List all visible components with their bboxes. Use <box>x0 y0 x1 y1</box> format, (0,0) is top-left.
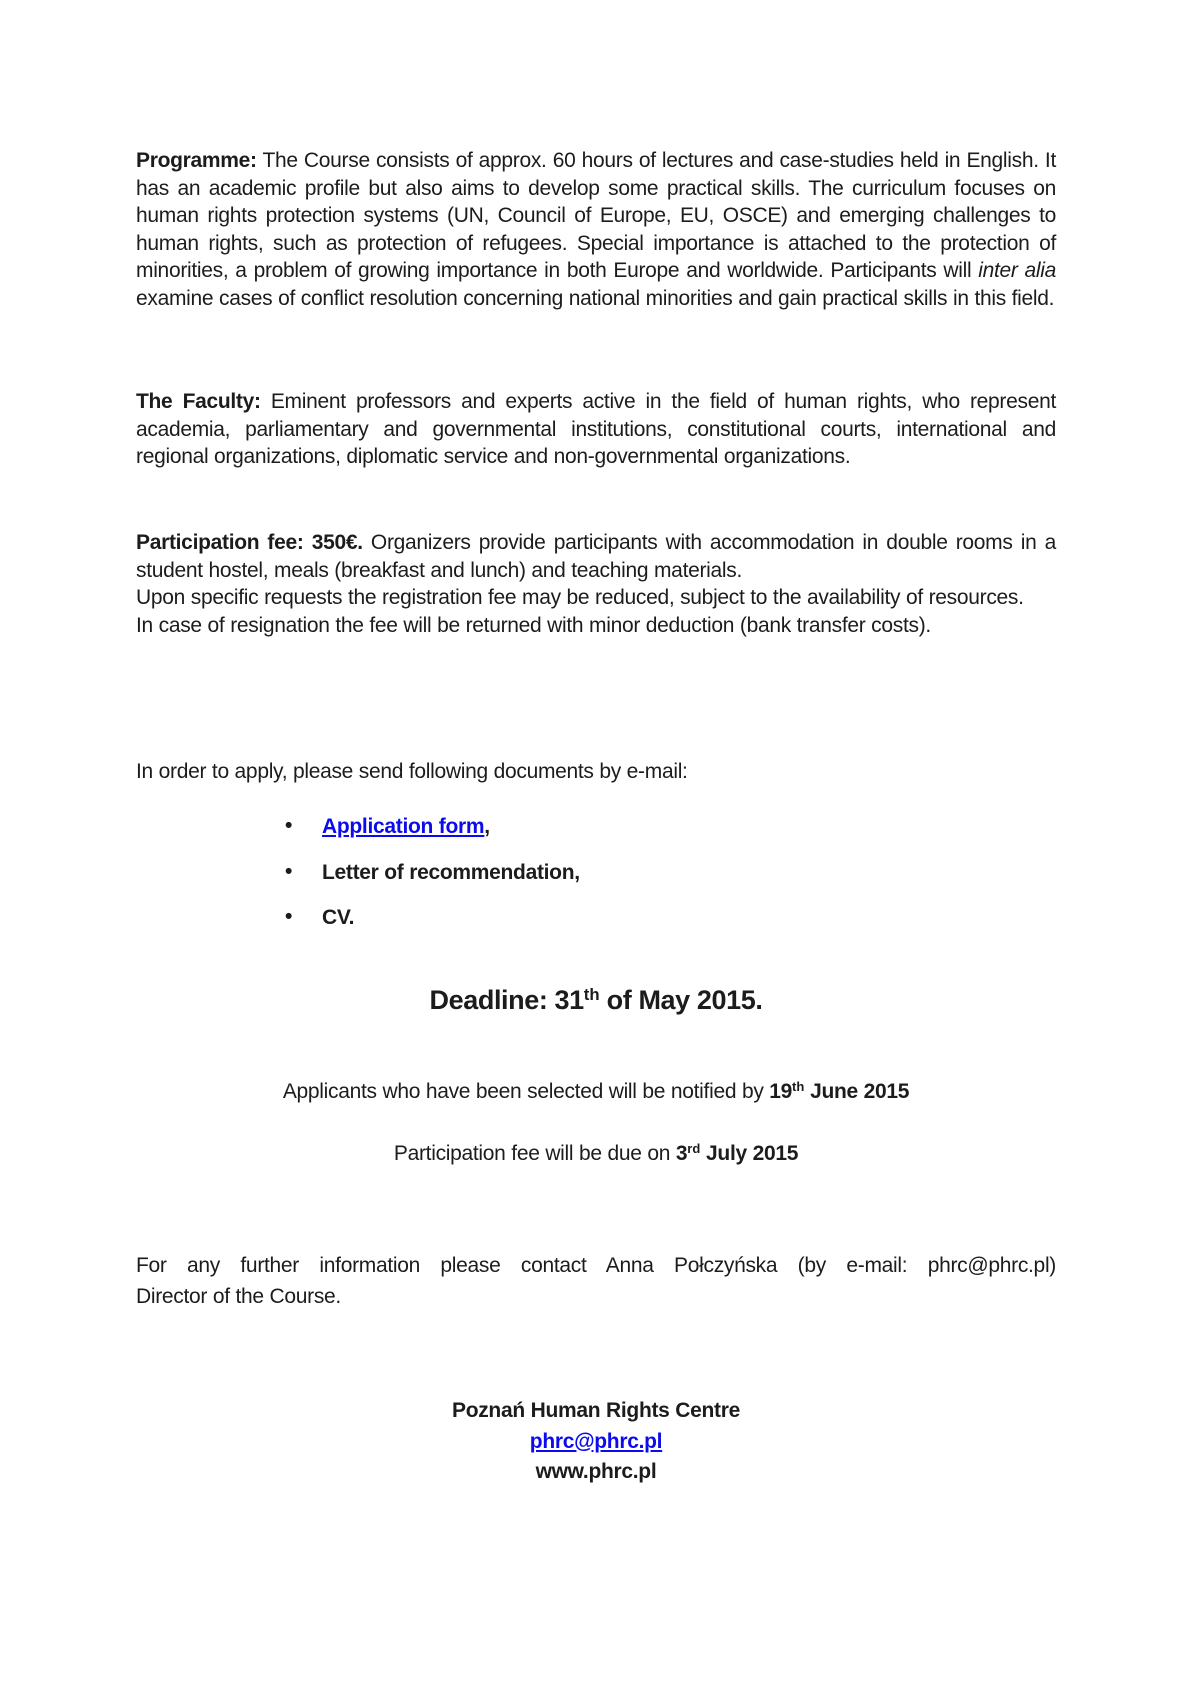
bullet-item-application-form <box>136 813 1056 841</box>
notification-date: 19 <box>769 1080 793 1103</box>
notification-date-suffix: June 2015 <box>804 1080 910 1103</box>
footer-org-name: Poznań Human Rights Centre <box>452 1399 740 1422</box>
footer-website: www.phrc.pl <box>535 1460 657 1483</box>
programme-paragraph <box>136 147 1056 312</box>
fee-paragraph <box>136 529 1056 584</box>
deadline-text-suffix: of May 2015. <box>599 985 763 1015</box>
fee-due-text: Participation fee will be due on <box>393 1142 676 1165</box>
apply-intro-line: In order to apply, please send following documents by e-mail: <box>136 760 688 783</box>
deadline-heading <box>136 983 1056 1021</box>
faculty-label: The Faculty: <box>136 390 261 413</box>
notification-line <box>136 1078 1056 1108</box>
application-form-comma: , <box>484 815 490 838</box>
contact-line-1: For any further information please contact Anna Połczyńska (by e-mail: phrc@phrc.pl) <box>136 1254 1056 1277</box>
documents-bullet-list <box>136 813 1056 950</box>
deadline-text: Deadline: 31 <box>429 985 584 1015</box>
fee-due-date-suffix: July 2015 <box>700 1142 799 1165</box>
bullet-icon: • <box>285 859 293 883</box>
fee-due-date: 3 <box>675 1142 688 1165</box>
bullet-icon: • <box>285 905 293 928</box>
programme-italic-phrase: inter alia <box>978 259 1056 282</box>
contact-line-2: Director of the Course. <box>136 1285 341 1308</box>
footer-email-link[interactable]: phrc@phrc.pl <box>529 1429 663 1453</box>
fee-text: Organizers provide participants with accommodation in double rooms in a student hostel, meals (breakfast and lunch) and teaching materials. <box>136 531 1056 582</box>
programme-text-continued: examine cases of conflict resolution concerning national minorities and gain practical skills in this field. <box>136 286 1055 310</box>
cv-label: CV. <box>322 906 355 929</box>
recommendation-letter-label: Letter of recommendation, <box>322 860 580 884</box>
deadline-ordinal-superscript: th <box>583 984 600 1004</box>
bullet-icon: • <box>285 814 293 837</box>
fee-due-line <box>136 1140 1056 1170</box>
fee-resignation-line: In case of resignation the fee will be returned with minor deduction (bank transfer costs). <box>136 613 931 637</box>
notification-text: Applicants who have been selected will be notified by <box>282 1080 770 1103</box>
participation-fee-section <box>136 529 1056 639</box>
fee-label: Participation fee: 350€. <box>136 531 363 554</box>
fee-reduction-line: Upon specific requests the registration fee may be reduced, subject to the availability of resources. <box>136 586 1024 609</box>
notification-date-superscript: th <box>792 1078 805 1094</box>
bullet-item-cv <box>136 904 1056 932</box>
fee-due-date-superscript: rd <box>687 1140 701 1156</box>
programme-text: The Course consists of approx. 60 hours of lectures and case-studies held in English. It has an academic profile but also aims to develop some practical skills. The curriculum focuses on human rights protection systems (UN, Council of Europe, EU, OSCE) and emerging challenges to human rights, such as protection of refugees. Special importance is attached to the protection of minorities, a problem of growing importance in both Europe and worldwide. Participants will <box>136 149 1056 282</box>
application-form-link[interactable]: Application form <box>322 815 485 838</box>
bullet-item-recommendation-letter <box>136 859 1056 887</box>
faculty-paragraph <box>136 388 1056 471</box>
footer-block <box>136 1396 1056 1488</box>
contact-paragraph <box>136 1250 1056 1312</box>
faculty-text: Eminent professors and experts active in the field of human rights, who represent academia, parliamentary and governmental institutions, constitutional courts, international and regional organizations, diplomatic service and non-governmental organizations. <box>136 390 1056 468</box>
programme-label: Programme: <box>136 149 257 172</box>
